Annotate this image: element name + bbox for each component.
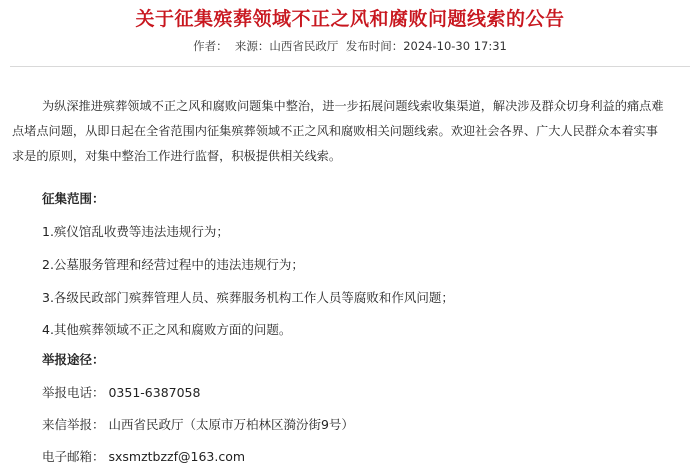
scope-heading: 征集范围： — [42, 191, 105, 206]
intro-line-3: 求是的原则，对集中整治工作进行监督，积极提供相关线索。 — [12, 149, 342, 163]
scope-item: 1.殡仪馆乱收费等违法违规行为； — [42, 224, 229, 239]
source-value: 山西省民政厅 — [269, 39, 339, 53]
published-label: 发布时间： — [345, 39, 404, 53]
report-email[interactable]: 电子邮箱： sxsmztbzzf@163.com — [42, 449, 246, 464]
page-title: 关于征集殡葬领域不正之风和腐败问题线索的公告 — [135, 8, 565, 30]
intro-line-2: 点堵点问题，从即日起在全省范围内征集殡葬领域不正之风和腐败相关问题线索。欢迎社会各界、广大人民群众本着实事 — [12, 124, 658, 138]
scope-item: 3.各级民政部门殡葬管理人员、殡葬服务机构工作人员等腐败和作风问题； — [42, 290, 454, 305]
header-divider — [10, 66, 690, 67]
published-value: 2024-10-30 17:31 — [403, 39, 507, 53]
report-phone: 举报电话： 0351-6387058 — [42, 385, 201, 400]
author-label: 作者： — [193, 39, 228, 53]
source-label: 来源： — [234, 39, 270, 53]
intro-line-1: 为纵深推进殡葬领域不正之风和腐败问题集中整治，进一步拓展问题线索收集渠道，解决涉及群众切身利益的痛点难 — [42, 99, 664, 113]
article-meta — [0, 38, 700, 54]
channels-heading: 举报途径： — [42, 352, 105, 367]
scope-item: 2.公墓服务管理和经营过程中的违法违规行为； — [42, 257, 304, 272]
report-mail: 来信举报： 山西省民政厅（太原市万柏林区漪汾街9号） — [42, 417, 354, 432]
scope-item: 4.其他殡葬领域不正之风和腐败方面的问题。 — [42, 322, 292, 337]
